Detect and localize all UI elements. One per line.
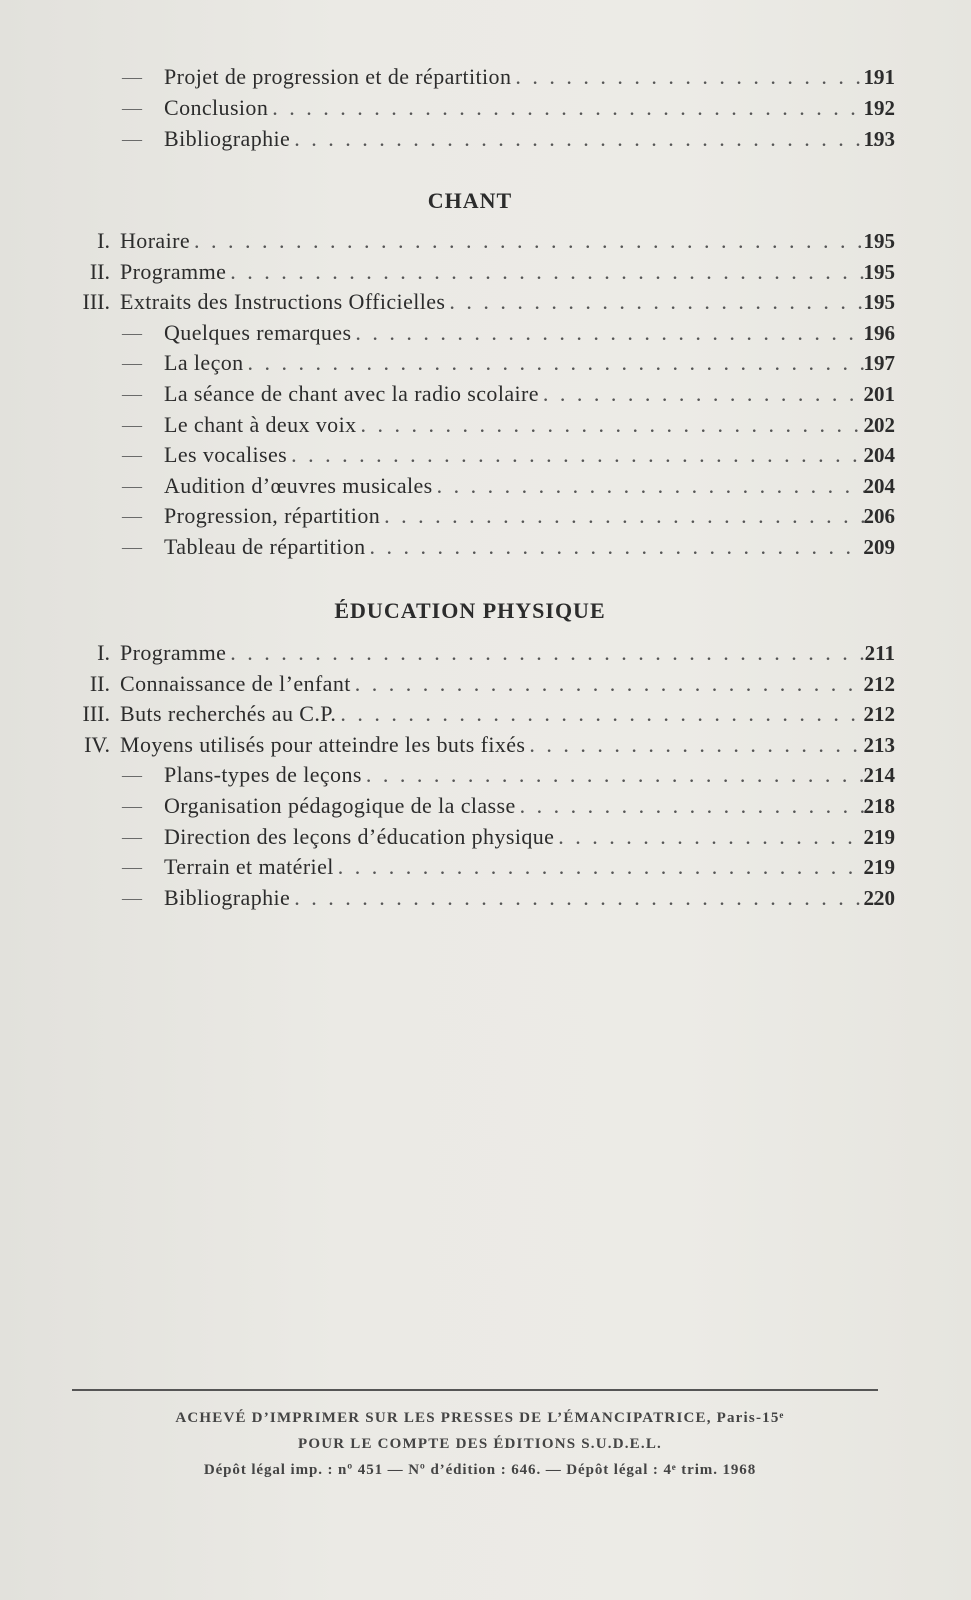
dash-marker: — bbox=[122, 536, 142, 558]
toc-entry bbox=[0, 638, 971, 668]
toc-entry bbox=[0, 124, 971, 154]
toc-entry-page-number: 212 bbox=[863, 702, 895, 727]
dash-marker: — bbox=[122, 825, 142, 848]
dash-marker: — bbox=[122, 795, 142, 817]
toc-entry bbox=[0, 379, 971, 409]
dot-leader bbox=[433, 471, 877, 501]
dot-leader bbox=[525, 730, 877, 760]
toc-entry-label: Progression, répartition bbox=[164, 503, 381, 529]
toc-entry-page-number: 201 bbox=[863, 382, 895, 406]
toc-entry bbox=[0, 730, 971, 760]
dot-leader bbox=[366, 532, 877, 562]
toc-entry bbox=[0, 226, 971, 256]
colophon-line-3: Dépôt légal imp. : nº 451 — Nº d’édition : 646. — Dépôt légal : 4ᵉ trim. 1968 bbox=[203, 1462, 757, 1478]
dot-leader bbox=[268, 93, 877, 123]
colophon-line-1: ACHEVÉ D’IMPRIMER SUR LES PRESSES DE L’ÉMANCIPATRICE, Paris-15ᵉ bbox=[175, 1410, 785, 1426]
dot-leader bbox=[190, 226, 877, 256]
toc-entry bbox=[0, 410, 971, 440]
dot-leader bbox=[287, 440, 877, 470]
toc-entry bbox=[0, 348, 971, 378]
toc-entry-page-number: 202 bbox=[863, 412, 895, 437]
dash-marker: — bbox=[122, 383, 142, 405]
toc-entry-page-number: 213 bbox=[863, 732, 895, 757]
toc-entry-page-number: 195 bbox=[863, 290, 895, 315]
toc-entry-page-number: 197 bbox=[863, 351, 895, 376]
toc-entry bbox=[0, 760, 971, 790]
dot-leader bbox=[290, 124, 877, 154]
toc-entry-page-number: 218 bbox=[863, 794, 895, 818]
toc-entry-number: I. bbox=[97, 640, 110, 665]
toc-entry-label: Buts recherchés au C.P. bbox=[120, 701, 337, 727]
dot-leader bbox=[357, 410, 878, 440]
dash-marker: — bbox=[122, 764, 142, 787]
dash-marker: — bbox=[122, 856, 142, 879]
toc-entry bbox=[0, 287, 971, 317]
toc-entry-number: II. bbox=[89, 670, 110, 696]
dash-marker: — bbox=[122, 444, 142, 467]
dot-leader bbox=[351, 318, 877, 348]
dot-leader bbox=[334, 852, 877, 882]
toc-entry-page-number: 219 bbox=[863, 855, 895, 880]
dash-marker: — bbox=[122, 97, 142, 119]
toc-entry-label: Projet de progression et de répartition bbox=[164, 64, 512, 89]
toc-entry-number: I. bbox=[97, 228, 110, 253]
section-heading: CHANT bbox=[427, 188, 513, 213]
toc-entry-page-number: 206 bbox=[863, 504, 895, 529]
toc-entry-label: Plans-types de leçons bbox=[164, 762, 362, 788]
dot-leader bbox=[351, 669, 877, 699]
toc-entry-label: Extraits des Instructions Officielles bbox=[120, 289, 446, 315]
toc-entry bbox=[0, 93, 971, 123]
toc-entry-label: Quelques remarques bbox=[164, 319, 352, 345]
toc-entry-page-number: 192 bbox=[863, 96, 895, 120]
toc-entry bbox=[0, 852, 971, 882]
toc-entry bbox=[0, 699, 971, 729]
toc-entry-label: La séance de chant avec la radio scolaire bbox=[164, 381, 539, 406]
toc-entry-page-number: 204 bbox=[863, 473, 895, 498]
toc-entry bbox=[0, 501, 971, 531]
toc-entry-number: IV. bbox=[84, 731, 110, 757]
toc-entry bbox=[0, 471, 971, 501]
toc-entry bbox=[0, 669, 971, 699]
toc-entry-number: III. bbox=[82, 289, 110, 315]
dot-leader bbox=[539, 379, 877, 409]
toc-entry-label: Les vocalises bbox=[164, 442, 288, 468]
toc-entry-page-number: 209 bbox=[863, 535, 895, 559]
toc-entry bbox=[0, 440, 971, 470]
dash-marker: — bbox=[122, 505, 142, 528]
toc-entry-label: Programme bbox=[120, 640, 227, 665]
toc-entry-number: II. bbox=[89, 258, 110, 284]
toc-entry-label: Tableau de répartition bbox=[164, 534, 366, 559]
toc-entry-page-number: 193 bbox=[863, 127, 895, 151]
toc-entry-label: Conclusion bbox=[164, 95, 269, 120]
section-heading: ÉDUCATION PHYSIQUE bbox=[334, 598, 606, 623]
toc-entry-label: Programme bbox=[120, 258, 227, 284]
toc-entry-label: Horaire bbox=[120, 228, 190, 253]
dot-leader bbox=[516, 791, 877, 821]
toc-entry-label: Le chant à deux voix bbox=[164, 411, 357, 437]
toc-entry-page-number: 214 bbox=[863, 763, 895, 788]
dot-leader bbox=[554, 822, 877, 852]
toc-entry-label: Connaissance de l’enfant bbox=[120, 670, 351, 696]
dot-leader bbox=[445, 287, 877, 317]
toc-entry bbox=[0, 791, 971, 821]
toc-entry-page-number: 219 bbox=[863, 824, 895, 849]
toc-entry-page-number: 191 bbox=[863, 65, 895, 89]
dash-marker: — bbox=[122, 321, 142, 344]
dash-marker: — bbox=[122, 886, 142, 909]
dot-leader bbox=[380, 501, 877, 531]
colophon-rule bbox=[72, 1389, 878, 1391]
toc-entry bbox=[0, 257, 971, 287]
dot-leader bbox=[362, 760, 877, 790]
toc-entry-label: Audition d’œuvres musicales bbox=[164, 472, 433, 498]
dot-leader bbox=[226, 638, 877, 668]
dot-leader bbox=[244, 348, 877, 378]
toc-entry bbox=[0, 62, 971, 92]
dash-marker: — bbox=[122, 128, 142, 150]
toc-entry-label: Direction des leçons d’éducation physique bbox=[164, 823, 555, 849]
dot-leader bbox=[336, 699, 877, 729]
toc-entry-label: Bibliographie bbox=[164, 884, 291, 910]
toc-entry-page-number: 196 bbox=[863, 320, 895, 345]
toc-entry-label: Bibliographie bbox=[164, 126, 291, 151]
dot-leader bbox=[290, 883, 877, 913]
toc-entry-label: Organisation pédagogique de la classe bbox=[164, 793, 516, 818]
toc-entry-page-number: 212 bbox=[863, 671, 895, 696]
toc-entry-page-number: 195 bbox=[863, 229, 895, 253]
dash-marker: — bbox=[122, 66, 142, 88]
colophon-line-2: POUR LE COMPTE DES ÉDITIONS S.U.D.E.L. bbox=[298, 1436, 662, 1452]
toc-entry bbox=[0, 822, 971, 852]
toc-entry-number: III. bbox=[82, 701, 110, 727]
toc-entry bbox=[0, 883, 971, 913]
dash-marker: — bbox=[122, 474, 142, 497]
toc-entry bbox=[0, 318, 971, 348]
toc-entry-label: La leçon bbox=[164, 350, 244, 376]
toc-entry-page-number: 195 bbox=[863, 259, 895, 284]
toc-entry bbox=[0, 532, 971, 562]
toc-entry-page-number: 204 bbox=[863, 443, 895, 468]
dot-leader bbox=[511, 62, 877, 92]
dot-leader bbox=[226, 257, 877, 287]
toc-entry-label: Terrain et matériel bbox=[164, 854, 334, 880]
toc-entry-label: Moyens utilisés pour atteindre les buts fixés bbox=[120, 731, 526, 757]
toc-entry-page-number: 220 bbox=[863, 885, 895, 910]
dash-marker: — bbox=[122, 413, 142, 436]
toc-entry-page-number: 211 bbox=[864, 641, 895, 665]
dash-marker: — bbox=[122, 352, 142, 375]
